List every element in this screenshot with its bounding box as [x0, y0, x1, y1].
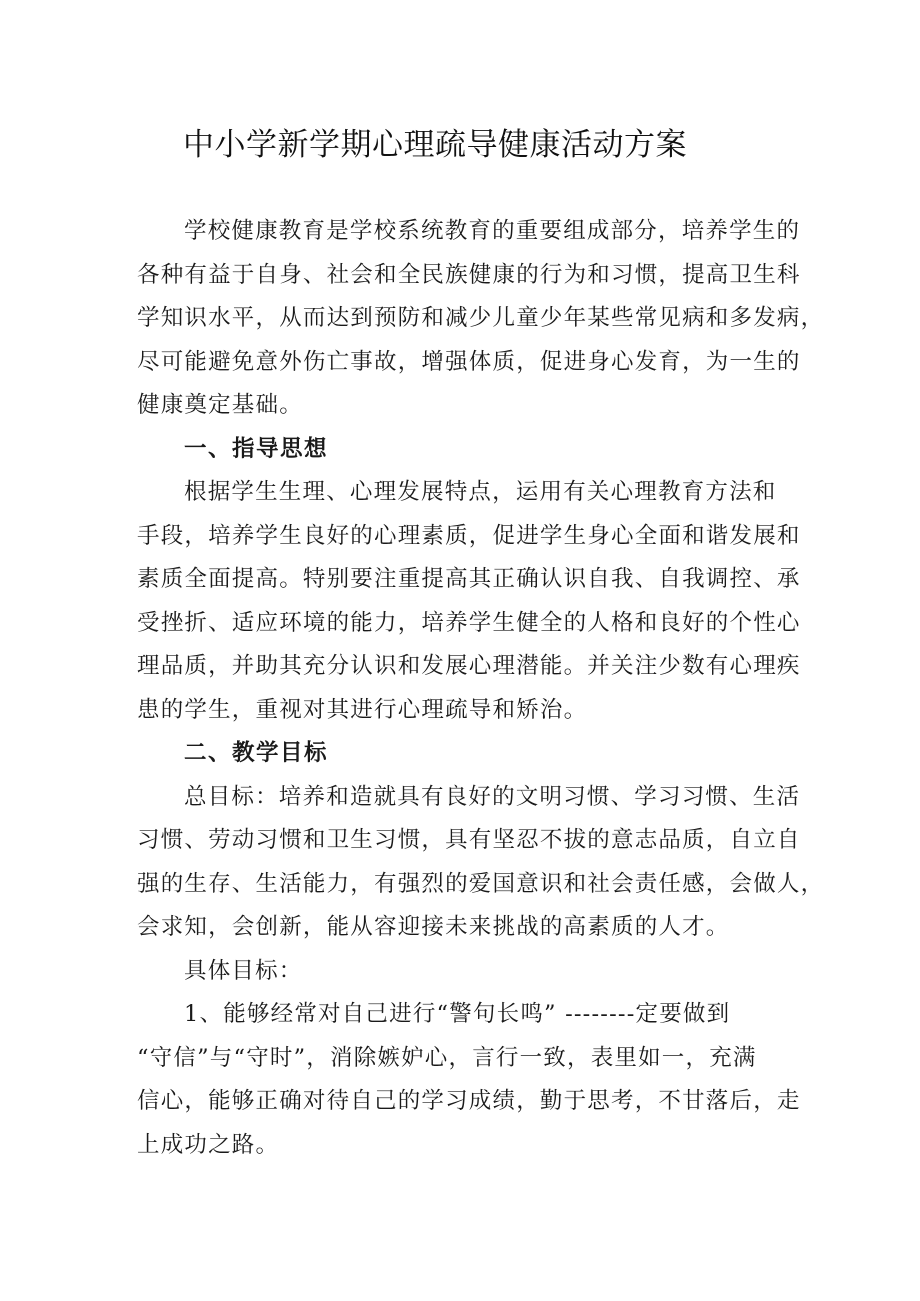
intro-line: 健康奠定基础。: [137, 392, 303, 418]
paragraph-line: 素质全面提高。特别要注重提高其正确认识自我、自我调控、承: [137, 566, 801, 592]
specific-goal-item-1: [137, 993, 807, 1167]
guiding-thought-paragraph: [137, 471, 807, 732]
paragraph-line: “守信”与“守时”，消除嫉妒心，言行一致，表里如一，充满: [137, 1044, 757, 1071]
paragraph-line: 会求知，会创新，能从容迎接未来挑战的高素质的人才。: [137, 914, 730, 940]
overall-goal-paragraph: [137, 776, 825, 950]
paragraph-line: 受挫折、适应环境的能力，培养学生健全的人格和良好的个性心: [137, 609, 801, 636]
intro-line: 各种有益于自身、社会和全民族健康的行为和习惯，提高卫生科: [137, 261, 801, 288]
paragraph-line: 强的生存、生活能力，有强烈的爱国意识和社会责任感，会做人，: [137, 870, 825, 897]
section-heading-teaching-goals: 二、教学目标: [184, 740, 329, 766]
intro-line: 学知识水平，从而达到预防和减少儿童少年某些常见病和多发病，: [137, 305, 825, 331]
document-body: [137, 210, 825, 1167]
paragraph-line: 信心，能够正确对待自己的学习成绩，勤于思考，不甘落后，走: [137, 1088, 801, 1114]
paragraph-line: 根据学生生理、心理发展特点，运用有关心理教育方法和: [184, 479, 777, 505]
intro-paragraph: [137, 210, 825, 428]
specific-goal-label: 具体目标：: [184, 957, 303, 984]
paragraph-line: 手段，培养学生良好的心理素质，促进学生身心全面和谐发展和: [137, 522, 801, 549]
paragraph-line: 理品质，并助其充分认识和发展心理潜能。并关注少数有心理疾: [137, 653, 801, 679]
intro-line: 尽可能避免意外伤亡事故，增强体质，促进身心发育，为一生的: [137, 348, 801, 375]
paragraph-line: 习惯、劳动习惯和卫生习惯，具有坚忍不拔的意志品质，自立自: [137, 827, 801, 853]
paragraph-line: 患的学生，重视对其进行心理疏导和矫治。: [137, 696, 588, 723]
document-title: 中小学新学期心理疏导健康活动方案: [183, 127, 687, 163]
section-heading-guiding-thought: 一、指导思想: [184, 435, 329, 462]
paragraph-line: 1、能够经常对自己进行“警句长鸣” --------定要做到: [184, 1001, 731, 1027]
paragraph-line: 上成功之路。: [137, 1131, 280, 1158]
intro-line: 学校健康教育是学校系统教育的重要组成部分，培养学生的: [184, 218, 801, 244]
paragraph-line: 总目标：培养和造就具有良好的文明习惯、学习习惯、生活: [184, 783, 801, 810]
